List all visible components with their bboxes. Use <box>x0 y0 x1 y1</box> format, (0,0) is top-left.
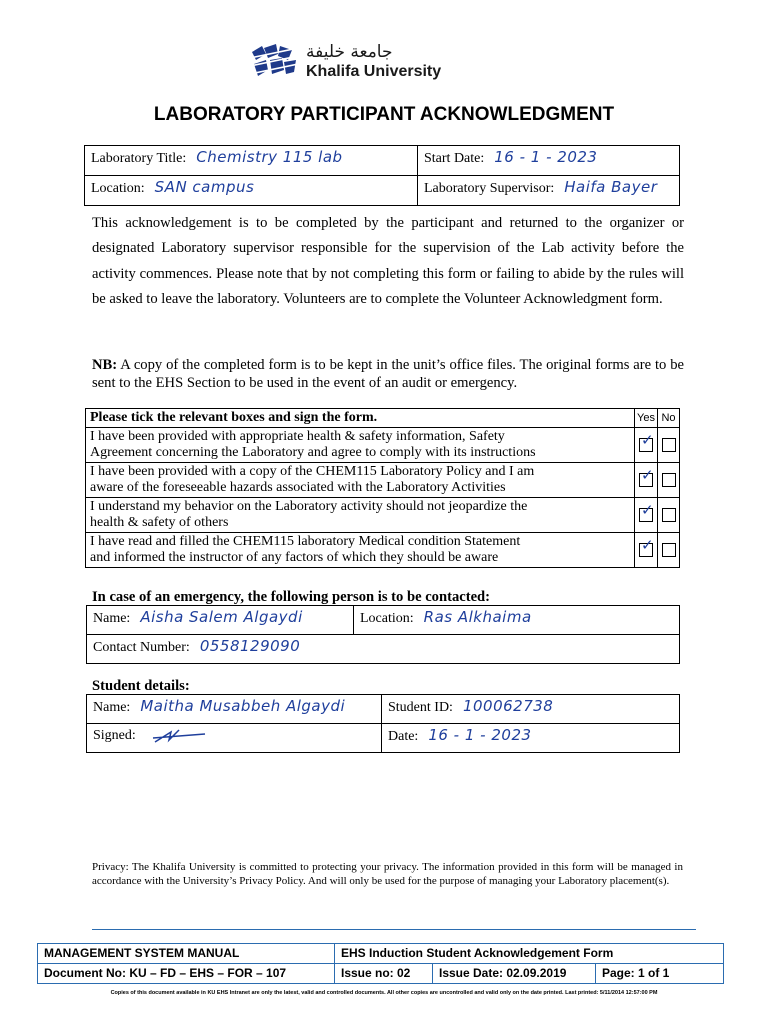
location-value: SAN campus <box>154 178 255 196</box>
nb-text: A copy of the completed form is to be kept in the unit’s office files. The original forms are to be sent to the EHS Section to be used in the event of an audit or emergency. <box>92 357 684 391</box>
student-details-table <box>86 694 680 753</box>
checklist-item: I have been provided with a copy of the CHEM115 Laboratory Policy and I am aware of the foreseeable hazards associated with the Laboratory Activities <box>86 463 635 498</box>
footer-page: Page: 1 of 1 <box>596 964 724 984</box>
supervisor-label: Laboratory Supervisor: <box>424 181 555 196</box>
emergency-heading: In case of an emergency, the following person is to be contacted: <box>92 589 491 605</box>
fine-print: Copies of this document available in KU EHS Intranet are only the latest, valid and controlled documents. All other copies are uncontrolled and valid only on the date printed. Last printed: 5/11/2014 12:57:00 PM <box>110 990 658 996</box>
logo-arabic-text: جامعة خليفة <box>306 42 393 62</box>
divider-line <box>92 929 696 930</box>
signature-mark <box>149 726 209 746</box>
yes-checkbox[interactable] <box>635 533 658 568</box>
student-date-value: 16 - 1 - 2023 <box>428 726 532 744</box>
yes-checkbox[interactable] <box>635 463 658 498</box>
contact-number-label: Contact Number: <box>93 640 190 655</box>
emergency-location-value: Ras Alkhaima <box>423 608 532 626</box>
checklist-item: I have read and filled the CHEM115 laboratory Medical condition Statement and informed the instructor of any factors of which they should be aware <box>86 533 635 568</box>
intro-paragraph: This acknowledgement is to be completed by the participant and returned to the organizer or designated Laboratory supervisor responsible for the supervision of the Lab activity before the activity commences. Please note that by not completing this form or failing to abide by the rules will be asked to leave the laboratory. Volunteers are to complete the Volunteer Acknowledgment form. <box>92 215 684 307</box>
footer-issue-date: Issue Date: 02.09.2019 <box>433 964 596 984</box>
student-name-label: Name: <box>93 700 131 715</box>
supervisor-value: Haifa Bayer <box>564 178 658 196</box>
checklist-item: I have been provided with appropriate health & safety information, Safety Agreement concerning the Laboratory and agree to comply with its instructions <box>86 428 635 463</box>
no-column-header: No <box>658 409 680 428</box>
checklist-item: I understand my behavior on the Laboratory activity should not jeopardize the health & safety of others <box>86 498 635 533</box>
emergency-location-cell <box>354 606 680 635</box>
student-name-cell <box>87 695 382 724</box>
start-date-cell <box>418 146 680 176</box>
location-label: Location: <box>91 181 145 196</box>
student-date-cell <box>382 724 680 753</box>
start-date-label: Start Date: <box>424 151 485 166</box>
signature-cell <box>87 724 382 753</box>
student-date-label: Date: <box>388 729 419 744</box>
yes-checkbox[interactable] <box>635 428 658 463</box>
checkmark-icon: ✓ <box>641 536 654 555</box>
lab-info-table <box>84 145 680 206</box>
supervisor-cell <box>418 176 680 206</box>
emergency-contact-table <box>86 605 680 664</box>
student-id-label: Student ID: <box>388 700 453 715</box>
signed-label: Signed: <box>93 728 136 744</box>
emergency-name-value: Aisha Salem Algaydi <box>140 608 303 626</box>
university-logo <box>250 44 470 84</box>
no-checkbox[interactable] <box>658 463 680 498</box>
emergency-name-label: Name: <box>93 611 131 626</box>
start-date-value: 16 - 1 - 2023 <box>494 148 598 166</box>
emergency-name-cell <box>87 606 354 635</box>
logo-english-text: Khalifa University <box>306 63 442 80</box>
lab-title-label: Laboratory Title: <box>91 151 187 166</box>
contact-number-value: 0558129090 <box>199 637 301 655</box>
footer-issue-no: Issue no: 02 <box>335 964 433 984</box>
logo-mark-icon <box>250 44 298 80</box>
location-cell <box>85 176 418 206</box>
nb-label: NB: <box>92 357 118 373</box>
contact-number-cell <box>87 635 680 664</box>
no-checkbox[interactable] <box>658 428 680 463</box>
checkmark-icon: ✓ <box>641 431 654 450</box>
no-checkbox[interactable] <box>658 533 680 568</box>
lab-title-cell <box>85 146 418 176</box>
student-id-cell <box>382 695 680 724</box>
checkmark-icon: ✓ <box>641 466 654 485</box>
lab-title-value: Chemistry 115 lab <box>196 148 343 166</box>
checkmark-icon: ✓ <box>641 501 654 520</box>
student-heading: Student details: <box>92 678 190 694</box>
footer-manual: MANAGEMENT SYSTEM MANUAL <box>38 944 335 964</box>
student-id-value: 100062738 <box>462 697 554 715</box>
footer-doc-no: Document No: KU – FD – EHS – FOR – 107 <box>38 964 335 984</box>
page-title: LABORATORY PARTICIPANT ACKNOWLEDGMENT <box>153 104 615 125</box>
footer-form-name: EHS Induction Student Acknowledgement Form <box>335 944 724 964</box>
document-control-footer <box>37 943 724 984</box>
yes-checkbox[interactable] <box>635 498 658 533</box>
privacy-notice: Privacy: The Khalifa University is committed to protecting your privacy. The information provided in this form will be managed in accordance with the University’s Privacy Policy. And will only be used for the purpose of managing your Laboratory placement(s). <box>92 861 683 887</box>
emergency-location-label: Location: <box>360 611 414 626</box>
nb-paragraph <box>92 356 684 392</box>
checklist-heading: Please tick the relevant boxes and sign the form. <box>86 409 635 428</box>
yes-column-header: Yes <box>635 409 658 428</box>
acknowledgement-checklist <box>85 408 680 568</box>
student-name-value: Maitha Musabbeh Algaydi <box>140 697 346 715</box>
no-checkbox[interactable] <box>658 498 680 533</box>
